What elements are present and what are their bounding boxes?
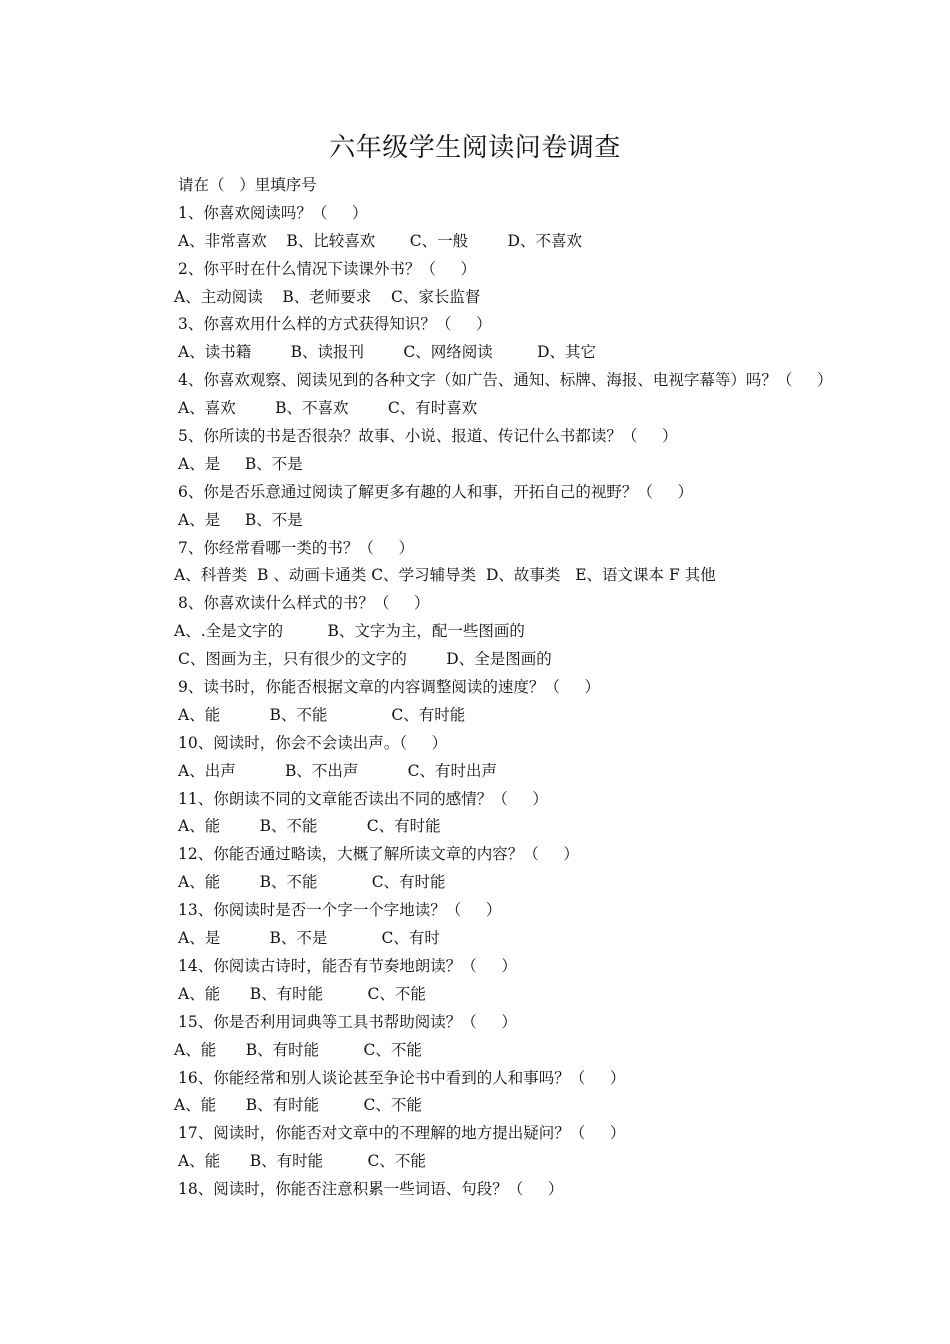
options-line: A、.全是文字的 B、文字为主，配一些图画的 — [174, 622, 525, 641]
question-line: 15、你是否利用词典等工具书帮助阅读？（ ） — [178, 1012, 517, 1031]
question-line: 10、阅读时，你会不会读出声。（ ） — [178, 733, 448, 752]
options-line: A、能 B、不能 C、有时能 — [178, 873, 446, 892]
document-title: 六年级学生阅读问卷调查 — [329, 133, 621, 163]
options-line: C、图画为主，只有很少的文字的 D、全是图画的 — [178, 650, 552, 669]
question-line: 7、你经常看哪一类的书？（ ） — [178, 538, 414, 557]
options-line: A、是 B、不是 C、有时 — [178, 929, 440, 948]
options-line: A、能 B、不能 C、有时能 — [178, 817, 441, 836]
options-line: A、能 B、有时能 C、不能 — [174, 1096, 422, 1115]
question-line: 17、阅读时，你能否对文章中的不理解的地方提出疑问？（ ） — [178, 1124, 626, 1143]
question-line: 13、你阅读时是否一个字一个字地读？（ ） — [178, 901, 502, 920]
question-line: 8、你喜欢读什么样式的书？（ ） — [178, 594, 430, 613]
question-line: 12、你能否通过略读，大概了解所读文章的内容？（ ） — [178, 845, 579, 864]
question-line: 6、你是否乐意通过阅读了解更多有趣的人和事，开拓自己的视野？（ ） — [178, 482, 693, 501]
instruction-line: 请在（ ）里填序号 — [178, 176, 317, 194]
options-line: A、能 B、不能 C、有时能 — [178, 705, 466, 724]
question-line: 5、你所读的书是否很杂？故事、小说、报道、传记什么书都读？（ ） — [178, 427, 678, 446]
question-line: 1、你喜欢阅读吗？（ ） — [178, 203, 368, 222]
options-line: A、主动阅读 B、老师要求 C、家长监督 — [174, 287, 481, 306]
options-line: A、是 B、不是 — [178, 510, 303, 529]
question-line: 14、你阅读古诗时，能否有节奏地朗读？（ ） — [178, 956, 517, 975]
question-line: 9、读书时，你能否根据文章的内容调整阅读的速度？（ ） — [178, 678, 600, 697]
questionnaire-body — [0, 172, 950, 1204]
options-line: A、能 B、有时能 C、不能 — [178, 984, 426, 1003]
question-line: 16、你能经常和别人谈论甚至争论书中看到的人和事吗？（ ） — [178, 1068, 626, 1087]
question-line: 3、你喜欢用什么样的方式获得知识？（ ） — [178, 315, 492, 334]
options-line: A、能 B、有时能 C、不能 — [178, 1152, 426, 1171]
options-line: A、是 B、不是 — [178, 454, 303, 473]
question-line: 11、你朗读不同的文章能否读出不同的感情？（ ） — [178, 789, 548, 808]
options-line: A、出声 B、不出声 C、有时出声 — [178, 761, 497, 780]
question-line: 18、阅读时，你能否注意积累一些词语、句段？（ ） — [178, 1180, 564, 1199]
options-line: A、非常喜欢 B、比较喜欢 C、一般 D、不喜欢 — [178, 231, 582, 250]
options-line: A、能 B、有时能 C、不能 — [174, 1040, 422, 1059]
options-line: A、科普类 B 、动画卡通类 C、学习辅导类 D、故事类 E、语文课本 F 其他 — [174, 566, 716, 585]
question-line: 4、你喜欢观察、阅读见到的各种文字（如广告、通知、标牌、海报、电视字幕等）吗？（ ） — [178, 371, 833, 390]
options-line: A、喜欢 B、不喜欢 C、有时喜欢 — [178, 399, 478, 418]
question-line: 2、你平时在什么情况下读课外书？（ ） — [178, 259, 476, 278]
options-line: A、读书籍 B、读报刊 C、网络阅读 D、其它 — [178, 343, 597, 362]
